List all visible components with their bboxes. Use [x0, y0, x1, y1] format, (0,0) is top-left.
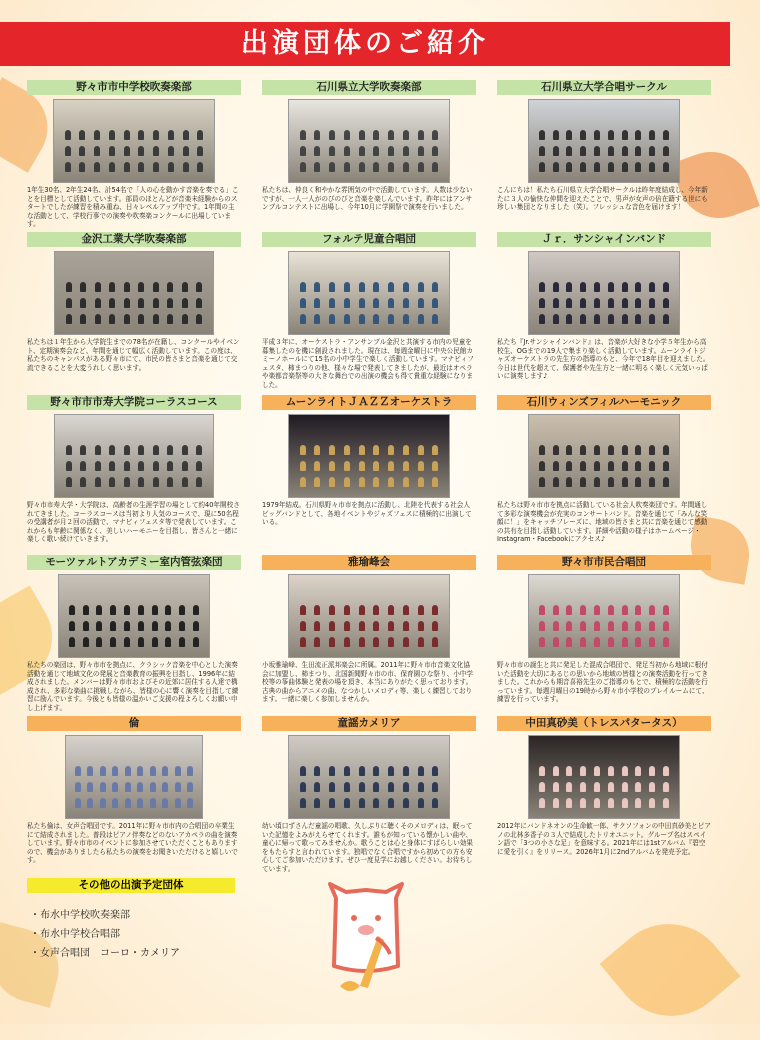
group-description: 私たちの楽団は、野々市市を拠点に、クラシック音楽を中心とした演奏活動を通じて地域文化の発展と音楽教育の振興を目指し、1996年に結成されました。メンバーは野々市市およびその近郊に居住する人達で構成され、多彩な楽曲に挑戦しながら、皆様の心に響く演奏を目指して練習に励んでいます。今後とも皆様の温かいご支援の程よろしくお願い申し上げます。 [27, 661, 239, 712]
group-photo [288, 99, 450, 183]
group-description: 私たちは、仲良く和やかな雰囲気の中で活動しています。人数は少ないですが、一人一人がのびのびと音楽を楽しんでいます。昨年にはアンサンブルコンテストに出場し、今年10月に学園祭で演奏を行いました。 [262, 186, 473, 212]
group-name: 石川県立大学吹奏楽部 [262, 80, 476, 95]
mascot-illustration [320, 880, 412, 1008]
other-group-item: ・女声合唱団 コーロ・カメリア [30, 948, 180, 959]
group-photo [58, 574, 210, 658]
group-photo [528, 414, 680, 498]
page-title: 出演団体のご紹介 [0, 22, 730, 66]
group-photo [528, 99, 680, 183]
group-card [262, 716, 476, 873]
group-name: フォルテ児童合唱団 [262, 232, 476, 247]
other-group-item: ・布水中学校合唱部 [30, 929, 120, 940]
group-description: 私たちは１年生から大学院生までの78名が在籍し、コンクールやイベント、定期演奏会など、年間を通じて幅広く活動しています。この度は、私たちのキャンパスがある野々市にて、市民の皆さまと音楽を通じて交流できることを大変うれしく思います。 [27, 338, 240, 372]
group-name: 童謡カメリア [262, 716, 476, 731]
group-card [497, 555, 711, 703]
group-photo [65, 735, 203, 819]
group-card [27, 716, 241, 864]
group-card [27, 232, 241, 380]
group-photo [54, 251, 214, 335]
group-name: 野々市市中学校吹奏楽部 [27, 80, 241, 95]
group-description: 野々市市の誕生と共に発足した混成合唱団で、発足当初から地域に根付いた活動を大切にあるじの思いから地域の皆様との演奏活動を行ってきました。これからも期音喜裕先生のご指導のもとで、積極的な活動を行っています。毎週月曜日の19時から野々市小学校のプレイルームにて、練習を行っています。 [497, 661, 709, 704]
group-description: 1979年結成。石川県野々市市を拠点に活動し、北陸を代表する社会人ビッグバンドとして、各地イベントやジャズフェスに積極的に出演している。 [262, 501, 472, 527]
group-photo [54, 414, 214, 498]
group-card [497, 80, 711, 228]
group-name: 金沢工業大学吹奏楽部 [27, 232, 241, 247]
group-description: 野々市市寿大学・大学院は、高齢者の生涯学習の場として約40年開校されてきました。コーラスコースは当初より人気のコースで、現に50名程の受講者が月２回の活動で、マナビィフェスタ等で発表しています。これからも年齢に関係なく、美しいハーモニーを目指し、皆さんと一緒に楽しく歌い続けていきます。 [27, 501, 240, 544]
group-description: こんにちは！私たち石川県立大学合唱サークルは昨年度結成し、今年新たに３人の愉快な仲間を迎えたことで、男声が女声の倍在籍する世にも珍しい集団となりました（笑）。フレッシュな音色を届けます！ [497, 186, 708, 212]
group-card [262, 395, 476, 543]
group-photo [528, 735, 680, 819]
group-name: 雅瑜峰会 [262, 555, 476, 570]
group-card [497, 232, 711, 380]
group-name: 中田真砂美（トレスパタータス） [497, 716, 711, 731]
group-description: 小坂雅瑜峰、生田流正派邦楽会に所属。2011年に野々市市音楽文化協会に加盟し、柿まつり、北国新聞野々市の市、保育園ひな祭り、小中学校等の筝曲体験と発表の場を頂き、本当にありがたく思っております。古典の曲からアニメの曲、なつかしいメロディ等、楽しく練習しております。一緒に楽しく参加しませんか。 [262, 661, 473, 704]
group-name: ムーンライトＪＡＺＺオーケストラ [262, 395, 476, 410]
group-card [497, 716, 711, 864]
group-photo [528, 251, 680, 335]
group-description: 私たち倫は、女声合唱団です。2011年に野々市市内の合唱団の卒業生にて結成されました。普段はピアノ伴奏などのないアカペラの曲を演奏しています。野々市市のイベントに参加させていただくこともありますので、機会がありましたら私たちの演奏をお聞きいただけると嬉しいです。 [27, 822, 238, 865]
group-description: 幼い頃口ずさんだ童謡の唱歌、久しぶりに聴くそのメロディは、眠っていた記憶をよみがえらせてくれます。誰もが知っている懐かしい曲や、童心に帰って歌ってみませんか。歌うことは心と身体にすばらしい効果をもたらすと言われています。独唱でなく合唱ですから初めての方も安心してご参加いただけます。ぜひ一度見学にお越しください。お待ちしています。 [262, 822, 473, 873]
group-card [262, 80, 476, 228]
group-description: 2012年にバンドネオンの生命歓一郎、サクソフォンの中田真砂美とピアノの北林多香子の３人で結成したトリオユニット。グループ名はスペイン語で「3つの小さな足」を意味する。2021年には1stアルバム『碧空に愛を引く』をリリース。2026年1月に2ndアルバムを発売予定。 [497, 822, 711, 856]
group-name: 野々市市市寿大学院コーラスコース [27, 395, 241, 410]
group-photo [288, 735, 450, 819]
group-card [27, 80, 241, 228]
group-card [27, 555, 241, 712]
group-description: 平成３年に、オーケストラ・アンサンブル金沢と共演する市内の児童を募集したのを機に創設されました。現在は、毎週金曜日に中央公民館カミーノホールにて15名の小中学生で楽しく活動しています。マナビィフェスタ、柿まつりの他、様々な場で発表してきましたが、最近はオペラや楽都音楽祭等の大きな舞台での出演の機会も得て貴重な経験になりました。 [262, 338, 474, 389]
group-photo [528, 574, 680, 658]
group-name: 石川県立大学合唱サークル [497, 80, 711, 95]
group-card [27, 395, 241, 543]
group-description: 私たちは野々市市を拠点に活動している社会人吹奏楽団です。年間通して多彩な演奏機会が充実のコンサートバンド。音楽を通じて「みんな笑顔に！」をキャッチフレーズに、地域の皆さまと共に音楽を通じて感動の共有を目指し活動しています。詳細や活動の様子はホームページ・Instagram・Facebookにアクセス♪ [497, 501, 708, 544]
group-card [262, 555, 476, 703]
other-group-item: ・布水中学校吹奏楽部 [30, 910, 130, 921]
group-photo [288, 574, 450, 658]
other-groups-header: その他の出演予定団体 [27, 878, 235, 893]
group-name: Ｊｒ．サンシャインバンド [497, 232, 711, 247]
group-photo [288, 251, 450, 335]
group-description: 1年生30名、2年生24名、計54名で「人の心を動かす音楽を奏でる」ことを目標として活動しています。部員のほとんどが音楽未経験からのスタートでしたが練習を積み重ね、日々レベルアップ中です。1年間の主な活動として、学校行事での演奏や吹奏楽コンクールに出場しています。 [27, 186, 239, 229]
group-name: 野々市市民合唱団 [497, 555, 711, 570]
maple-leaf-decoration [600, 900, 741, 1040]
group-name: 倫 [27, 716, 241, 731]
other-groups-list [30, 906, 180, 963]
group-photo [288, 414, 450, 498]
group-photo [53, 99, 215, 183]
group-name: 石川ウィンズフィルハーモニック [497, 395, 711, 410]
group-card [497, 395, 711, 543]
group-name: モーツァルトアカデミー室内管弦楽団 [27, 555, 241, 570]
group-description: 私たち『Jr.サンシャインバンド』は、音楽が大好きな小学５年生から高校生、OGまでの19人で集まり楽しく活動しています。ムーンライトジャズオーケストラの先生方の指導のもと、今年で18年目を迎えました。今日は世代を超えて、保護者や先生方と一緒に明るく楽しく元気いっぱいに演奏します♪ [497, 338, 710, 381]
group-card [262, 232, 476, 389]
